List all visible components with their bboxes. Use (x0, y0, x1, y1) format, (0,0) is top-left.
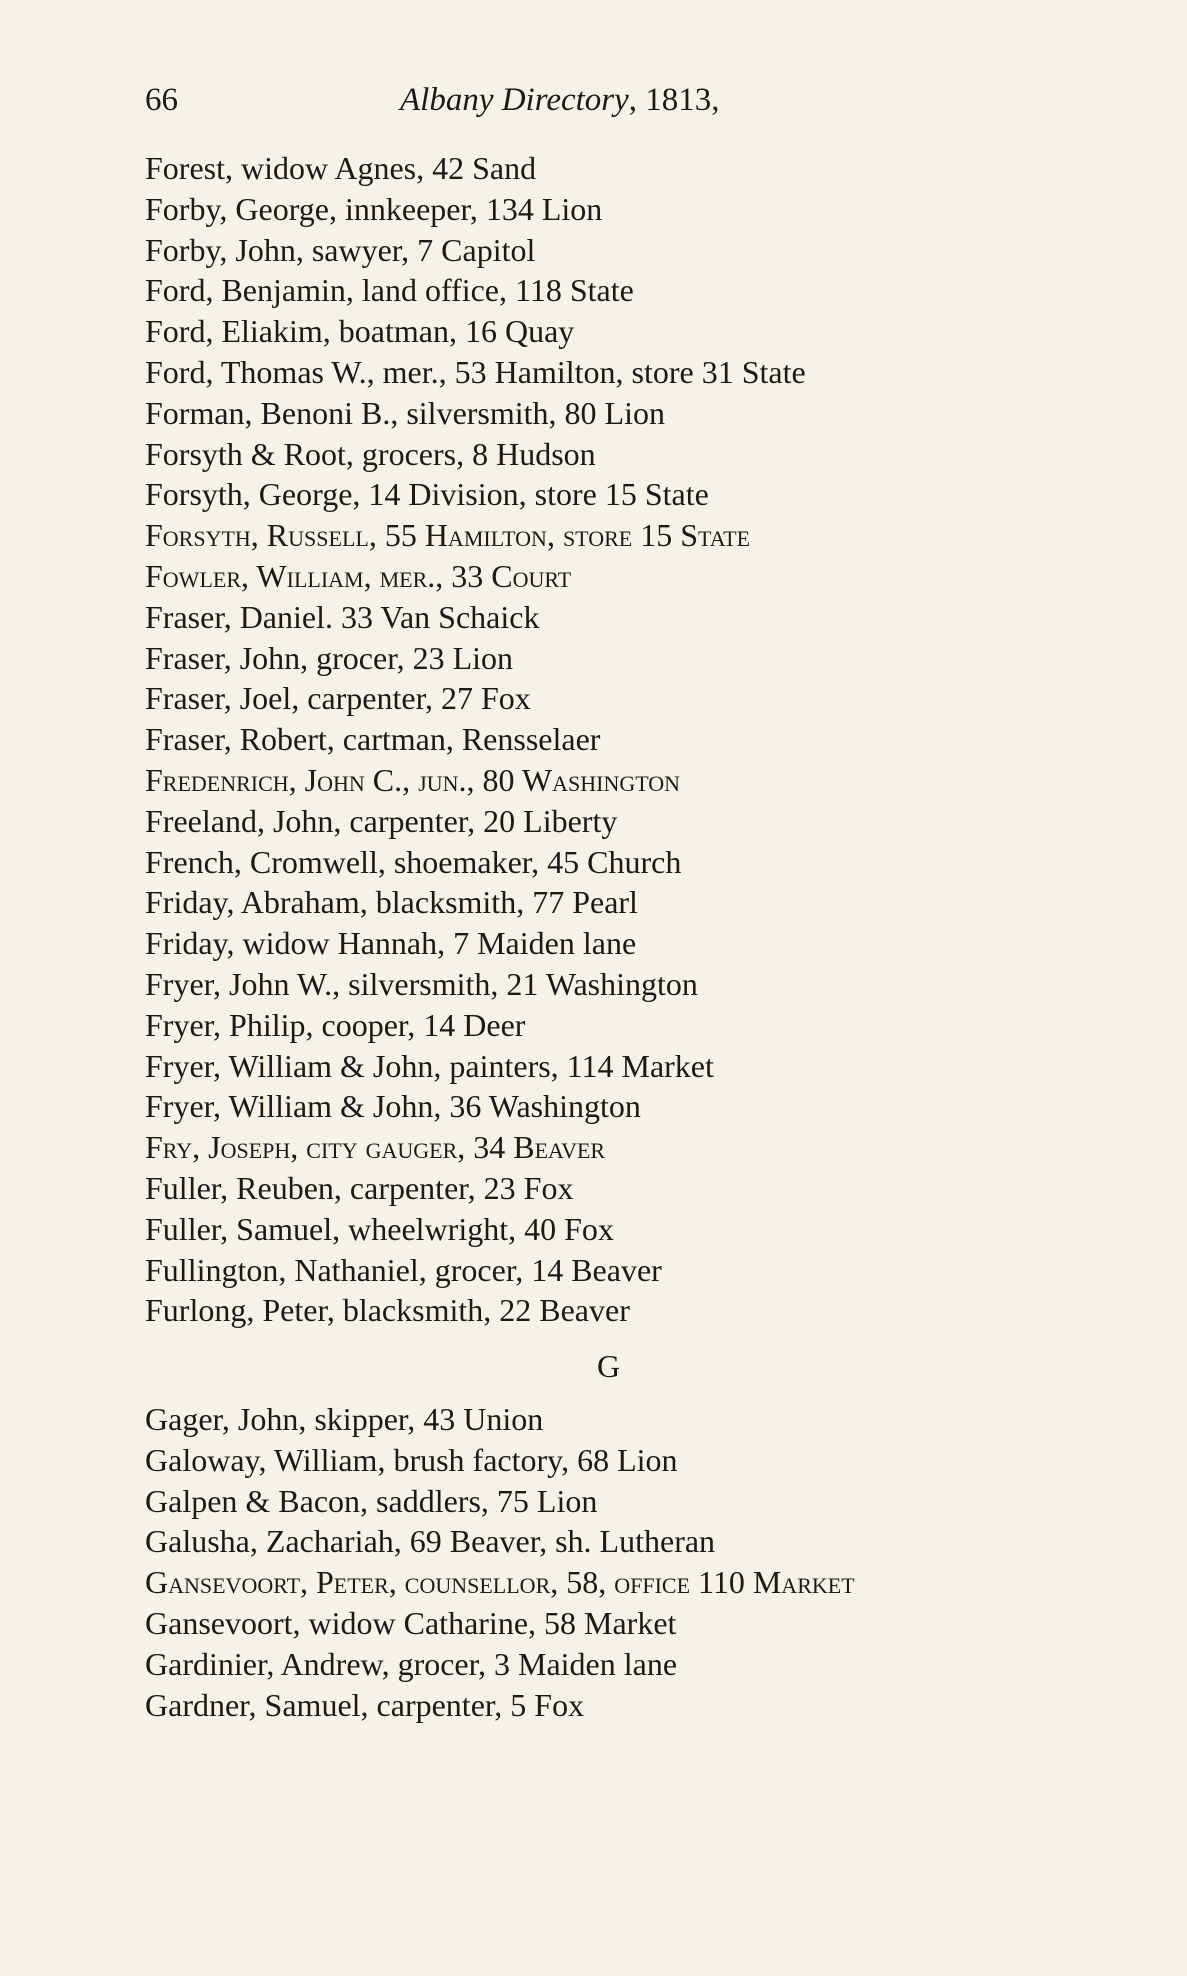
directory-entry: Friday, Abraham, blacksmith, 77 Pearl (145, 884, 638, 921)
directory-entry: Fry, Joseph, city gauger, 34 Beaver (145, 1129, 606, 1166)
directory-entry: Fryer, John W., silversmith, 21 Washington (145, 965, 698, 1002)
directory-entry: Gansevoort, Peter, counsellor, 58, office 110 Market (145, 1564, 855, 1601)
running-title-italic: Albany Directory (400, 82, 629, 118)
directory-entry: Fowler, William, mer., 33 Court (145, 557, 572, 594)
directory-entry: Fraser, Daniel. 33 Van Schaick (145, 598, 540, 635)
running-title (400, 78, 720, 122)
directory-entry: Fraser, Joel, carpenter, 27 Fox (145, 680, 531, 717)
directory-entry: Forby, John, sawyer, 7 Capitol (145, 231, 536, 268)
page-header (145, 78, 845, 122)
directory-entry: Forman, Benoni B., silversmith, 80 Lion (145, 394, 665, 431)
section-letter: G (596, 1348, 621, 1384)
directory-entry: Fraser, John, grocer, 23 Lion (145, 639, 514, 676)
directory-entry: Fuller, Reuben, carpenter, 23 Fox (145, 1169, 574, 1206)
directory-entry: Fryer, Philip, cooper, 14 Deer (145, 1006, 526, 1043)
directory-entry: Gardner, Samuel, carpenter, 5 Fox (145, 1686, 585, 1723)
directory-entries-f (145, 148, 1105, 1331)
directory-entry: Fuller, Samuel, wheelwright, 40 Fox (145, 1210, 614, 1247)
directory-entries-g (145, 1399, 1105, 1725)
directory-entry: Gager, John, skipper, 43 Union (145, 1401, 544, 1437)
directory-entry: Fraser, Robert, cartman, Rensselaer (145, 721, 601, 758)
directory-entry: Ford, Eliakim, boatman, 16 Quay (145, 313, 575, 350)
directory-entry: Ford, Thomas W., mer., 53 Hamilton, store 31 State (145, 353, 806, 390)
directory-entry: Galoway, William, brush factory, 68 Lion (145, 1441, 678, 1478)
directory-entry: Forest, widow Agnes, 42 Sand (145, 150, 537, 186)
running-title-suffix: , 1813, (628, 82, 720, 118)
directory-entry: Friday, widow Hannah, 7 Maiden lane (145, 925, 637, 962)
directory-entry: Fryer, William & John, painters, 114 Market (145, 1047, 714, 1084)
directory-entry: Gardinier, Andrew, grocer, 3 Maiden lane (145, 1645, 678, 1682)
directory-entry: Freeland, John, carpenter, 20 Liberty (145, 802, 618, 839)
directory-entry: Forsyth, Russell, 55 Hamilton, store 15 State (145, 517, 751, 554)
directory-entry: Furlong, Peter, blacksmith, 22 Beaver (145, 1292, 630, 1329)
directory-entry: Gansevoort, widow Catharine, 58 Market (145, 1604, 677, 1641)
page-number: 66 (145, 82, 178, 118)
directory-entry: Ford, Benjamin, land office, 118 State (145, 272, 634, 309)
directory-entry: Fredenrich, John C., jun., 80 Washington (145, 761, 681, 798)
directory-entry: Galusha, Zachariah, 69 Beaver, sh. Lutheran (145, 1523, 716, 1560)
directory-entry: Forsyth, George, 14 Division, store 15 State (145, 476, 709, 513)
directory-entry: Forby, George, innkeeper, 134 Lion (145, 190, 603, 227)
directory-entry: French, Cromwell, shoemaker, 45 Church (145, 843, 682, 880)
directory-entry: Forsyth & Root, grocers, 8 Hudson (145, 435, 596, 472)
directory-entry: Galpen & Bacon, saddlers, 75 Lion (145, 1482, 598, 1519)
directory-entry: Fryer, William & John, 36 Washington (145, 1088, 641, 1125)
directory-entry: Fullington, Nathaniel, grocer, 14 Beaver (145, 1251, 662, 1288)
